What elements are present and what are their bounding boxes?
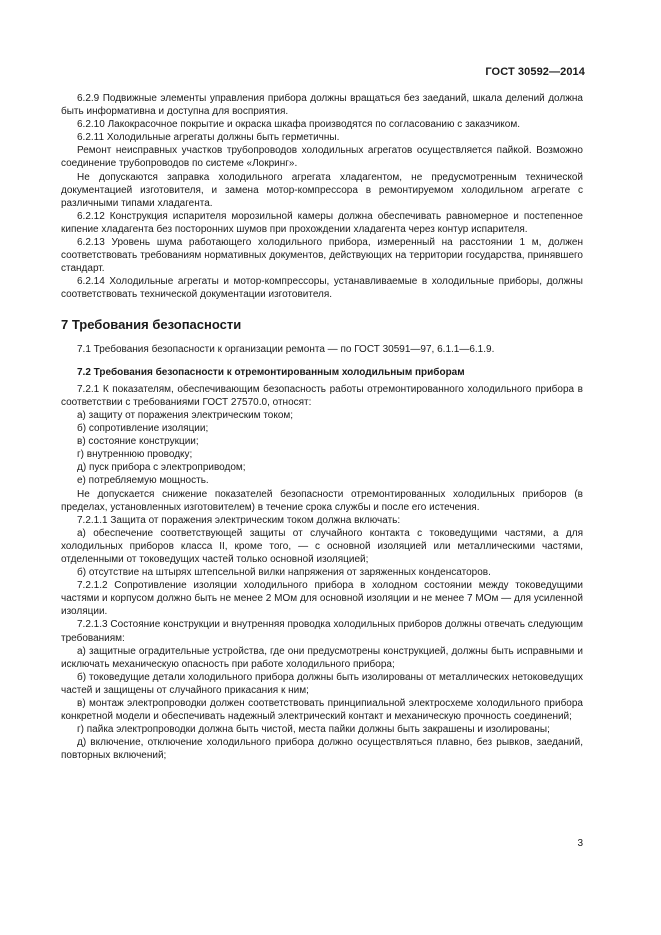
paragraph-7-2-1-3-b: б) токоведущие детали холодильного прибора должны быть изолированы от металлических нетоковедущих частей и защищены от случайного прикасания к ним;: [61, 671, 583, 696]
paragraph-safety-note: Не допускается снижение показателей безопасности отремонтированных холодильных приборов (в пределах, установленных изготовителем) в течение срока службы и после его истечения.: [61, 488, 583, 513]
list-item: а) защиту от поражения электрическим током;: [77, 409, 294, 421]
subsection-7-2-title: 7.2 Требования безопасности к отремонтированным холодильным приборам: [77, 366, 465, 378]
paragraph-7-2-1-1-a: а) обеспечение соответствующей защиты от случайного контакта с токоведущими частями, а для холодильных приборов класса II, кроме того, — с основной изоляцией или металлическими частями, отделенными от токоведущих частей только основной изоляцией;: [61, 527, 583, 565]
paragraph-6-2-10: 6.2.10 Лакокрасочное покрытие и окраска шкафа производятся по согласованию с заказчиком.: [77, 119, 521, 131]
paragraph-7-2-1: 7.2.1 К показателям, обеспечивающим безопасность работы отремонтированного холодильного прибора в соответствии с требованиями ГОСТ 27570.0, относят:: [61, 383, 583, 408]
section-7-title: 7 Требования безопасности: [61, 316, 242, 332]
paragraph-6-2-11: 6.2.11 Холодильные агрегаты должны быть герметичны.: [77, 132, 340, 144]
document-code: ГОСТ 30592—2014: [485, 66, 585, 78]
paragraph-7-2-1-3: 7.2.1.3 Состояние конструкции и внутренняя проводка холодильных приборов должны отвечать следующим требованиям:: [61, 619, 583, 644]
paragraph-7-1: 7.1 Требования безопасности к организации ремонта — по ГОСТ 30591—97, 6.1.1—6.1.9.: [77, 343, 495, 355]
paragraph-6-2-13: 6.2.13 Уровень шума работающего холодильного прибора, измеренный на расстоянии 1 м, должен соответствовать требованиям нормативных документов, действующих на территории государства, принявшего стандарт.: [61, 237, 583, 275]
paragraph-7-2-1-2: 7.2.1.2 Сопротивление изоляции холодильного прибора в холодном состоянии между токоведущими частями и корпусом должно быть не менее 2 МОм для основной изоляции и не менее 7 МОм — для усиленной изоляции.: [61, 580, 583, 618]
paragraph-6-2-14: 6.2.14 Холодильные агрегаты и мотор-компрессоры, устанавливаемые в холодильные приборы, должны соответствовать технической документации изготовителя.: [61, 276, 583, 301]
paragraph-7-2-1-1: 7.2.1.1 Защита от поражения электрическим током должна включать:: [77, 514, 401, 526]
paragraph-7-2-1-3-e: д) включение, отключение холодильного прибора должно осуществляться плавно, без рывков, заеданий, повторных включений;: [61, 737, 583, 762]
list-item: б) сопротивление изоляции;: [77, 423, 209, 435]
paragraph-7-2-1-3-c: в) монтаж электропроводки должен соответствовать принципиальной электросхеме холодильного прибора конкретной модели и обеспечивать надежный электрический контакт и механическую прочность соединений;: [61, 698, 583, 723]
paragraph-7-2-1-3-a: а) защитные оградительные устройства, где они предусмотрены конструкцией, должны быть исправными и исключать механическую опасность при работе холодильного прибора;: [61, 645, 583, 670]
list-item: е) потребляемую мощность.: [77, 475, 209, 487]
list-item: д) пуск прибора с электроприводом;: [77, 462, 246, 474]
paragraph-6-2-9: 6.2.9 Подвижные элементы управления прибора должны вращаться без заеданий, шкала делений должна быть информативна и доступна для восприятия.: [61, 93, 583, 118]
paragraph-7-2-1-1-b: б) отсутствие на штырях штепсельной вилки напряжения от заряженных конденсаторов.: [77, 567, 491, 579]
paragraph-refrigerant-charge: Не допускаются заправка холодильного агрегата хладагентом, не предусмотренным технической документацией изготовителя, и замена мотор-компрессора в ремонтируемом холодильном агрегате с различными типами хладагента.: [61, 171, 583, 209]
paragraph-7-2-1-3-d: г) пайка электропроводки должна быть чистой, места пайки должны быть закрашены и изолированы;: [77, 724, 550, 736]
page-body: [61, 92, 583, 763]
paragraph-pipeline-repair: Ремонт неисправных участков трубопроводов холодильных агрегатов осуществляется пайкой. Возможно соединение трубопроводов по системе «Локринг».: [61, 145, 583, 170]
page-number: 3: [577, 838, 583, 849]
paragraph-6-2-12: 6.2.12 Конструкция испарителя морозильной камеры должна обеспечивать равномерное и постепенное кипение хладагента без посторонних шумов при прохождении хладагента через контур испарителя.: [61, 210, 583, 235]
list-item: в) состояние конструкции;: [77, 436, 199, 448]
list-item: г) внутреннюю проводку;: [77, 449, 193, 461]
